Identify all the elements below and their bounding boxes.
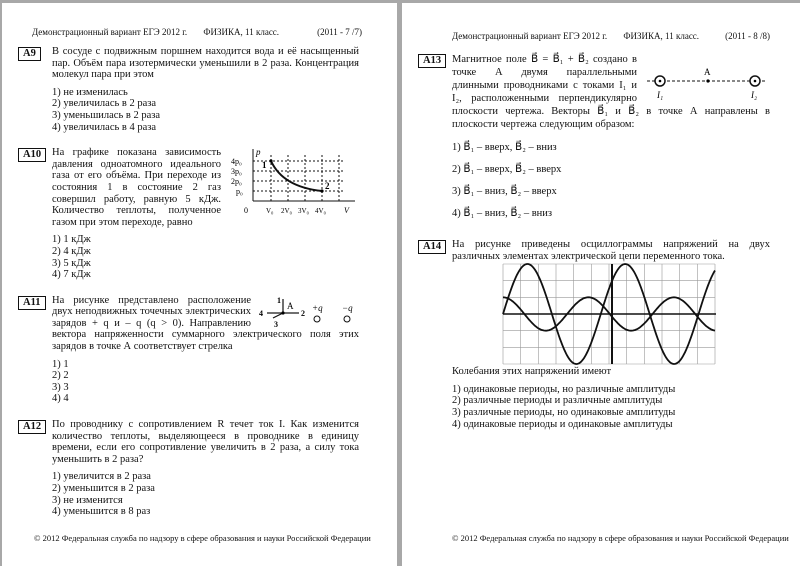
page-header [452, 31, 770, 43]
header-title: Демонстрационный вариант ЕГЭ 2012 г. [32, 27, 188, 37]
option[interactable]: 4) уменьшится в 8 раз [52, 506, 151, 518]
left-questions [2, 46, 397, 532]
question-prompt-a14: Колебания этих напряжений имеют [452, 366, 612, 378]
question-a12 [2, 419, 359, 518]
option[interactable]: 1) 1 [52, 358, 69, 370]
option[interactable]: 4) 4 [52, 393, 69, 405]
question-number-a14: A14 [418, 240, 446, 254]
charges-figure [259, 295, 359, 329]
tick: 3V₀ [298, 207, 309, 216]
charges-figure-container [259, 295, 359, 329]
option[interactable]: 3) различные периоды, но одинаковые амплитуды [452, 406, 676, 418]
options-a11 [52, 359, 359, 405]
x-axis-label: V [344, 206, 349, 216]
option[interactable]: 4) B⃗₁ – вниз, B⃗₂ – вниз [452, 208, 553, 219]
option[interactable]: 1) одинаковые периоды, но различные амплитуды [452, 383, 676, 395]
question-text-a9: В сосуде с подвижным поршнем находится вода и её насыщенный пар. Объём пара изотермически уменьшили в 2 раза. Концентрация молекул пара при этом [52, 46, 359, 81]
question-text-a14: На рисунке приведены осциллограммы напряжений на двух различных элементах электрической цепи переменного тока. [452, 239, 770, 262]
option[interactable]: 2) B⃗₁ – вверх, B⃗₂ – вверх [452, 164, 562, 175]
question-text-a11: На рисунке представлено расположение двух неподвижных точечных электрических зарядов + q и – q (q > 0). Направлению вектора напряженности суммарного электрического поля этих зарядов в точке А соответствует стрелка [52, 294, 359, 353]
question-text-a10: На графике показана зависимость давления одноатомного идеального газа от его объёма. При переходе из состояния 1 в состояние 2 газ совершил работу, равную 5 кДж. Количество теплоты, полученное газом при этом переходе, равно [52, 147, 221, 228]
tick: p₀ [236, 187, 243, 197]
header-title: Демонстрационный вариант ЕГЭ 2012 г. [452, 31, 608, 41]
options-a10 [52, 234, 359, 280]
wires-figure [645, 65, 770, 101]
question-a9 [2, 46, 359, 133]
question-number-a9: A9 [18, 47, 41, 61]
header-page: (2011 - 7 /7) [317, 27, 362, 37]
option[interactable]: 3) уменьшилась в 2 раза [52, 109, 161, 121]
arrow-label: 3 [274, 319, 278, 329]
option[interactable]: 3) 5 кДж [52, 257, 91, 269]
point-label: 2 [325, 181, 330, 192]
options-a9 [52, 87, 359, 133]
page-header [32, 27, 362, 39]
negative-charge-label: −q [342, 302, 353, 313]
option[interactable]: 1) B⃗₁ – вверх, B⃗₂ – вниз [452, 142, 557, 153]
option[interactable]: 3) не изменится [52, 494, 123, 506]
tick: 4V₀ [315, 207, 326, 216]
right-page [402, 3, 800, 566]
point-label: A [704, 67, 711, 77]
option[interactable]: 3) B⃗₁ – вниз, B⃗₂ – вверх [452, 186, 557, 197]
question-a11 [2, 295, 359, 405]
option[interactable]: 4) 7 кДж [52, 269, 91, 281]
question-number-a12: A12 [18, 420, 46, 434]
right-questions [402, 53, 800, 444]
option[interactable]: 2) увеличилась в 2 раза [52, 98, 157, 110]
wires-figure-container [645, 65, 770, 101]
tick: V₀ [266, 207, 274, 216]
positive-charge-label: +q [312, 302, 323, 313]
tick: 4p₀ [231, 157, 242, 167]
tick: 3p₀ [231, 167, 242, 177]
question-number-a10: A10 [18, 148, 46, 162]
header-page: (2011 - 8 /8) [725, 31, 770, 41]
question-a13 [402, 53, 770, 225]
question-number-a13: A13 [418, 54, 446, 68]
point-label: 1 [262, 160, 267, 171]
question-a10 [2, 147, 359, 281]
options-a12 [52, 471, 359, 517]
option[interactable]: 4) увеличилась в 4 раза [52, 121, 157, 133]
page-footer: © 2012 Федеральная служба по надзору в сфере образования и науки Российской Федерации [34, 533, 371, 543]
arrow-label: 4 [259, 308, 263, 318]
page-footer: © 2012 Федеральная служба по надзору в сфере образования и науки Российской Федерации [452, 533, 789, 543]
arrow-label: 2 [301, 308, 305, 318]
oscillogram [502, 262, 717, 366]
option[interactable]: 2) уменьшится в 2 раза [52, 483, 155, 494]
option[interactable]: 4) одинаковые периоды и одинаковые амплитуды [452, 418, 673, 430]
options-a14 [452, 384, 770, 430]
arrow-label: 1 [277, 295, 281, 305]
option[interactable]: 1) не изменилась [52, 86, 128, 98]
option[interactable]: 2) различные периоды и различные амплитуды [452, 395, 663, 407]
options-a13 [452, 137, 770, 225]
wire-label: I₂ [751, 90, 758, 100]
option[interactable]: 3) 3 [52, 381, 69, 393]
tick: 0 [244, 206, 248, 216]
pv-graph-container [229, 147, 359, 221]
option[interactable]: 2) 2 [52, 370, 69, 382]
question-a14 [402, 239, 770, 430]
question-text-a13: Магнитное поле B⃗ = B⃗₁ + B⃗₂ создано в точке А двумя параллельными длинными проводниками с токами I₁ и I₂, расположенными перпендикулярно плоскости чертежа. Векторы B⃗₁ и B⃗₂ в точке А направлены в плоскости чертежа следующим образом: [452, 54, 770, 130]
header-subject: ФИЗИКА, 11 класс. [203, 27, 280, 37]
question-text-a12: По проводнику с сопротивлением R течет ток I. Как изменится количество теплоты, выделяющееся в проводнике в единицу времени, если его сопротивление увеличить в 2 раза, а силу тока уменьшить в 2 раза? [52, 419, 359, 465]
wire-label: I₁ [657, 90, 664, 100]
y-axis-label: p [256, 147, 261, 158]
option[interactable]: 1) 1 кДж [52, 234, 91, 246]
left-page [2, 3, 397, 566]
point-label: A [287, 300, 294, 311]
tick: 2p₀ [231, 177, 242, 187]
option[interactable]: 2) 4 кДж [52, 245, 91, 257]
question-number-a11: A11 [18, 296, 46, 310]
header-subject: ФИЗИКА, 11 класс. [623, 31, 700, 41]
pv-graph [229, 147, 359, 221]
option[interactable]: 1) увеличится в 2 раза [52, 471, 151, 483]
tick: 2V₀ [281, 207, 292, 216]
